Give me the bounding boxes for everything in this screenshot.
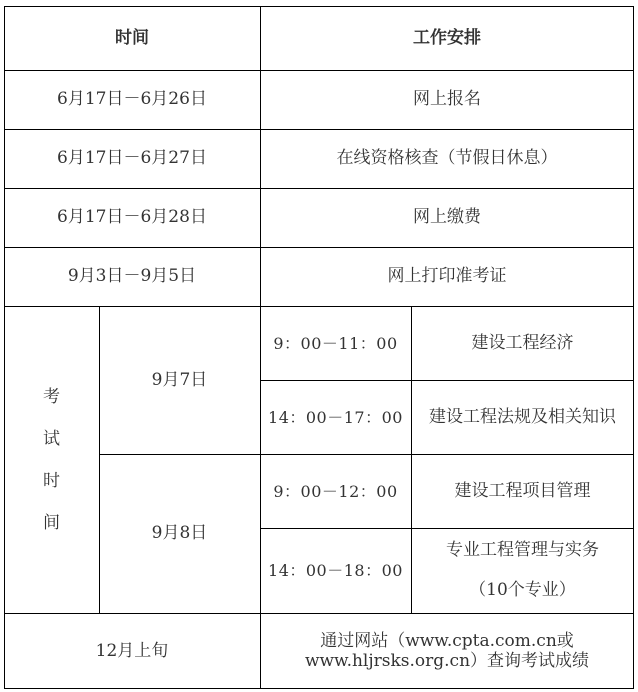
exam-day-2-session-2-subject-cell [411,528,634,613]
results-text-cell [260,613,634,689]
exam-day-2-session-2-subject-note: （10个专业） [469,580,576,600]
schedule-table [4,6,634,689]
exam-day-2-session-1-subject: 建设工程项目管理 [454,480,591,501]
hline-4 [4,247,634,248]
row-2-task: 在线资格核查（节假日休息） [336,148,558,168]
hline-8 [260,528,634,529]
border-top [4,6,634,7]
exam-day-2-session-2-time: 14：00－18：00 [268,561,403,580]
hline-9 [4,613,634,614]
hline-3 [4,188,634,189]
exam-day-2-session-1-time: 9：00－12：00 [273,481,398,501]
results-text-line-2: www.hljrsks.org.cn）查询考试成绩 [304,651,590,671]
row-3-date: 6月17日－6月28日 [57,207,207,227]
exam-day-2-session-2-subject: 专业工程管理与实务 [446,540,599,560]
exam-day-2-date: 9月8日 [151,523,208,543]
exam-day-1-session-1-subject: 建设工程经济 [471,332,574,353]
exam-day-1-session-2-time: 14：00－17：00 [268,407,403,427]
exam-label: 考试时间 [43,386,60,533]
header-work: 工作安排 [413,27,481,48]
vline-exam-label [99,306,100,613]
row-1-date: 6月17日－6月26日 [57,89,207,109]
exam-day-1-session-2-subject: 建设工程法规及相关知识 [429,406,616,427]
vline-main [260,6,261,689]
exam-day-1-session-1-time: 9：00－11：00 [273,333,398,353]
row-4-task: 网上打印准考证 [387,266,507,286]
hline-2 [4,129,634,130]
border-left [4,6,5,689]
hline-7 [99,454,634,455]
row-1-task: 网上报名 [413,89,481,109]
exam-label-cell [4,306,99,613]
row-2-date: 6月17日－6月27日 [57,148,207,168]
row-3-task: 网上缴费 [413,207,481,227]
hline-1 [4,70,634,71]
results-text-line-1: 通过网站（www.cpta.com.cn或 [320,631,574,651]
border-right [633,6,634,689]
results-date: 12月上旬 [95,640,169,661]
vline-exam-subject [411,306,412,613]
hline-6 [260,380,634,381]
exam-day-1-date: 9月7日 [151,369,208,390]
header-time: 时间 [115,27,149,48]
border-bottom [4,688,634,689]
row-4-date: 9月3日－9月5日 [67,266,197,286]
